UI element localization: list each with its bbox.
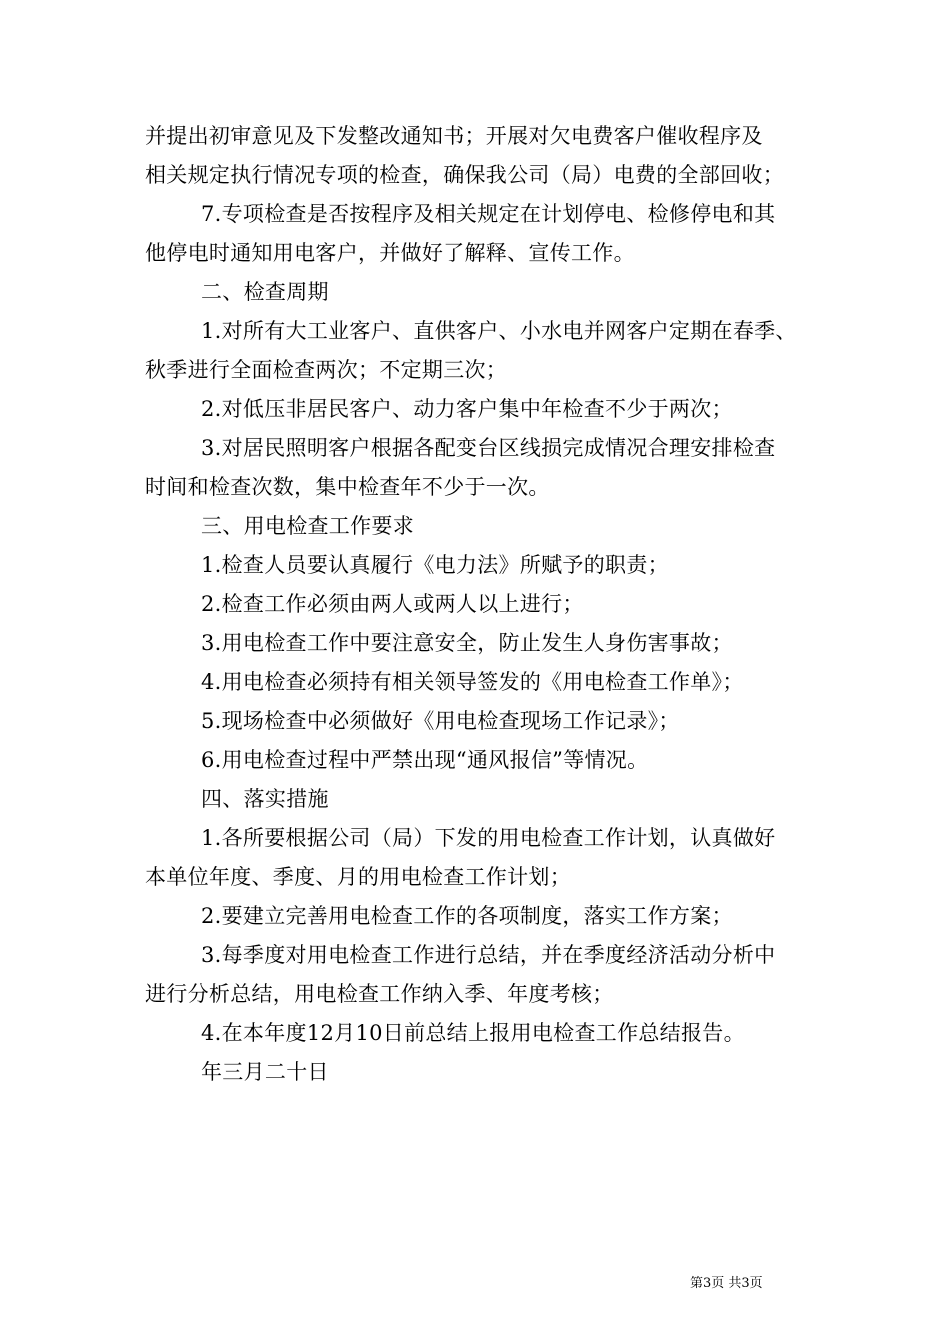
section-heading: 二、检查周期 <box>201 280 329 304</box>
list-item: 2.要建立完善用电检查工作的各项制度，落实工作方案； <box>201 904 733 928</box>
list-item: 7.专项检查是否按程序及相关规定在计划停电、检修停电和其 <box>201 202 776 226</box>
list-item: 5.现场检查中必须做好《用电检查现场工作记录》； <box>201 709 680 733</box>
list-item: 3.每季度对用电检查工作进行总结，并在季度经济活动分析中 <box>201 943 776 967</box>
document-date: 年三月二十日 <box>201 1060 329 1084</box>
body-line: 相关规定执行情况专项的检查，确保我公司（局）电费的全部回收； <box>145 163 784 187</box>
document-body <box>145 117 810 1092</box>
body-line: 本单位年度、季度、月的用电检查工作计划； <box>145 865 571 889</box>
list-item: 3.用电检查工作中要注意安全，防止发生人身伤害事故； <box>201 631 733 655</box>
list-item: 2.检查工作必须由两人或两人以上进行； <box>201 592 584 616</box>
section-heading: 四、落实措施 <box>201 787 329 811</box>
list-item: 4.用电检查必须持有相关领导签发的《用电检查工作单》； <box>201 670 744 694</box>
list-item: 6.用电检查过程中严禁出现“通风报信”等情况。 <box>201 748 649 772</box>
body-line: 秋季进行全面检查两次；不定期三次； <box>145 358 508 382</box>
list-item: 2.对低压非居民客户、动力客户集中年检查不少于两次； <box>201 397 733 421</box>
list-item: 4.在本年度12月10日前总结上报用电检查工作总结报告。 <box>201 1021 745 1045</box>
body-line: 进行分析总结，用电检查工作纳入季、年度考核； <box>145 982 614 1006</box>
list-item: 1.对所有大工业客户、直供客户、小水电并网客户定期在春季、 <box>201 319 797 343</box>
list-item: 1.各所要根据公司（局）下发的用电检查工作计划，认真做好 <box>201 826 776 850</box>
body-line: 时间和检查次数，集中检查年不少于一次。 <box>145 475 550 499</box>
list-item: 3.对居民照明客户根据各配变台区线损完成情况合理安排检查 <box>201 436 776 460</box>
body-line: 并提出初审意见及下发整改通知书；开展对欠电费客户催收程序及 <box>145 124 763 148</box>
list-item: 1.检查人员要认真履行《电力法》所赋予的职责； <box>201 553 669 577</box>
body-line: 他停电时通知用电客户，并做好了解释、宣传工作。 <box>145 241 635 265</box>
section-heading: 三、用电检查工作要求 <box>201 514 414 538</box>
page-number: 第3页 共3页 <box>690 1276 763 1291</box>
